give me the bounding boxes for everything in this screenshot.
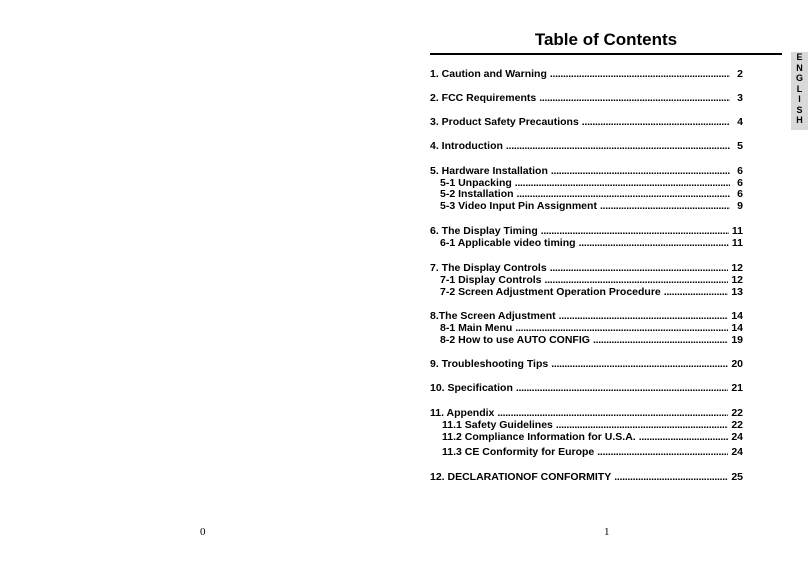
toc-entry-page: 21 xyxy=(731,382,743,394)
toc-entry-label: 8-2 How to use AUTO CONFIG xyxy=(440,334,590,346)
toc-entry-page: 22 xyxy=(731,419,743,431)
toc-entry-label: 12. DECLARATIONOF CONFORMITY xyxy=(430,471,612,483)
toc-entry-page: 6 xyxy=(737,165,743,177)
toc-entry xyxy=(430,92,743,105)
toc-entry-page: 6 xyxy=(737,188,743,200)
toc-entry-label: 9. Troubleshooting Tips xyxy=(430,358,549,370)
toc-dot-leader xyxy=(639,431,729,443)
toc-entry-label: 7. The Display Controls xyxy=(430,262,547,274)
toc-dot-leader xyxy=(551,165,730,177)
right-page-number: 1 xyxy=(604,526,610,538)
toc-entry-page: 3 xyxy=(737,92,743,104)
toc-dot-leader xyxy=(550,68,730,80)
toc-entry-page: 4 xyxy=(737,116,743,128)
side-tab-letter: E xyxy=(796,52,803,62)
side-tab-letter: G xyxy=(795,73,803,83)
toc-dot-leader xyxy=(556,419,728,431)
toc-entry-page: 2 xyxy=(737,68,743,80)
side-tab-letter: N xyxy=(796,62,803,73)
toc-entry xyxy=(430,116,743,129)
toc-dot-leader xyxy=(550,262,729,274)
toc-entry-page: 6 xyxy=(737,177,743,189)
side-tab-letter: S xyxy=(796,104,803,115)
toc-entry xyxy=(440,334,743,347)
toc-entry-page: 19 xyxy=(731,334,743,346)
toc-entry-page: 5 xyxy=(737,140,743,152)
toc-entry xyxy=(440,200,743,213)
toc-entry-page: 14 xyxy=(731,310,743,322)
toc-dot-leader xyxy=(497,407,728,419)
toc-entry xyxy=(430,382,743,395)
toc-entry xyxy=(430,471,743,484)
toc-dot-leader xyxy=(597,446,728,458)
toc-entry-page: 11 xyxy=(731,237,743,249)
side-tab-letter: I xyxy=(798,94,801,104)
toc-entry-page: 20 xyxy=(731,358,743,370)
toc-dot-leader xyxy=(579,237,729,249)
toc-entry-label: 1. Caution and Warning xyxy=(430,68,547,80)
toc-entry xyxy=(442,431,743,444)
toc-entry xyxy=(440,286,743,299)
toc-entry-page: 13 xyxy=(731,286,743,298)
toc-entry-label: 7-2 Screen Adjustment Operation Procedure xyxy=(440,286,661,298)
left-page-number: 0 xyxy=(200,526,206,538)
toc-entry-label: 10. Specification xyxy=(430,382,513,394)
toc-entry-label: 5-3 Video Input Pin Assignment xyxy=(440,200,597,212)
toc-dot-leader xyxy=(506,140,730,152)
toc-dot-leader xyxy=(541,225,729,237)
toc-entry-label: 5-1 Unpacking xyxy=(440,177,512,189)
toc-entry xyxy=(442,446,743,459)
toc-dot-leader xyxy=(517,188,730,200)
toc-entry-label: 11.1 Safety Guidelines xyxy=(442,419,553,431)
toc-dot-leader xyxy=(600,200,730,212)
toc-entry xyxy=(430,68,743,81)
toc-entry-label: 3. Product Safety Precautions xyxy=(430,116,579,128)
toc-dot-leader xyxy=(593,334,728,346)
toc-entry-page: 25 xyxy=(731,471,743,483)
toc-dot-leader xyxy=(664,286,729,298)
toc-dot-leader xyxy=(545,274,729,286)
toc-entry-label: 6. The Display Timing xyxy=(430,225,538,237)
toc-entry-page: 22 xyxy=(731,407,743,419)
toc-entry-label: 5. Hardware Installation xyxy=(430,165,548,177)
toc-dot-leader xyxy=(582,116,730,128)
toc-entry-label: 5-2 Installation xyxy=(440,188,514,200)
toc-entry-page: 11 xyxy=(731,225,743,237)
toc-entry-page: 12 xyxy=(731,274,743,286)
page-title: Table of Contents xyxy=(534,30,678,49)
toc-list xyxy=(430,0,743,571)
toc-entry-label: 2. FCC Requirements xyxy=(430,92,537,104)
toc-dot-leader xyxy=(515,322,728,334)
toc-dot-leader xyxy=(559,310,729,322)
toc-entry-label: 11.2 Compliance Information for U.S.A. xyxy=(442,431,636,443)
toc-dot-leader xyxy=(551,358,728,370)
toc-entry-label: 11. Appendix xyxy=(430,407,495,419)
toc-entry-page: 14 xyxy=(731,322,743,334)
side-tab-letter: H xyxy=(796,115,803,125)
side-tab-letter: L xyxy=(796,83,803,94)
toc-entry-page: 9 xyxy=(737,200,743,212)
toc-dot-leader xyxy=(516,382,728,394)
toc-dot-leader xyxy=(539,92,730,104)
toc-entry-page: 24 xyxy=(731,431,743,443)
toc-entry-label: 7-1 Display Controls xyxy=(440,274,542,286)
toc-entry-label: 6-1 Applicable video timing xyxy=(440,237,576,249)
toc-dot-leader xyxy=(614,471,728,483)
toc-entry-label: 11.3 CE Conformity for Europe xyxy=(442,446,595,458)
toc-entry-label: 4. Introduction xyxy=(430,140,503,152)
toc-entry-label: 8-1 Main Menu xyxy=(440,322,513,334)
toc-entry-label: 8.The Screen Adjustment xyxy=(430,310,556,322)
toc-entry-page: 24 xyxy=(731,446,743,458)
toc-entry-page: 12 xyxy=(731,262,743,274)
toc-entry xyxy=(430,140,743,153)
toc-entry xyxy=(430,358,743,371)
language-side-tab xyxy=(791,52,808,130)
toc-entry xyxy=(440,237,743,250)
